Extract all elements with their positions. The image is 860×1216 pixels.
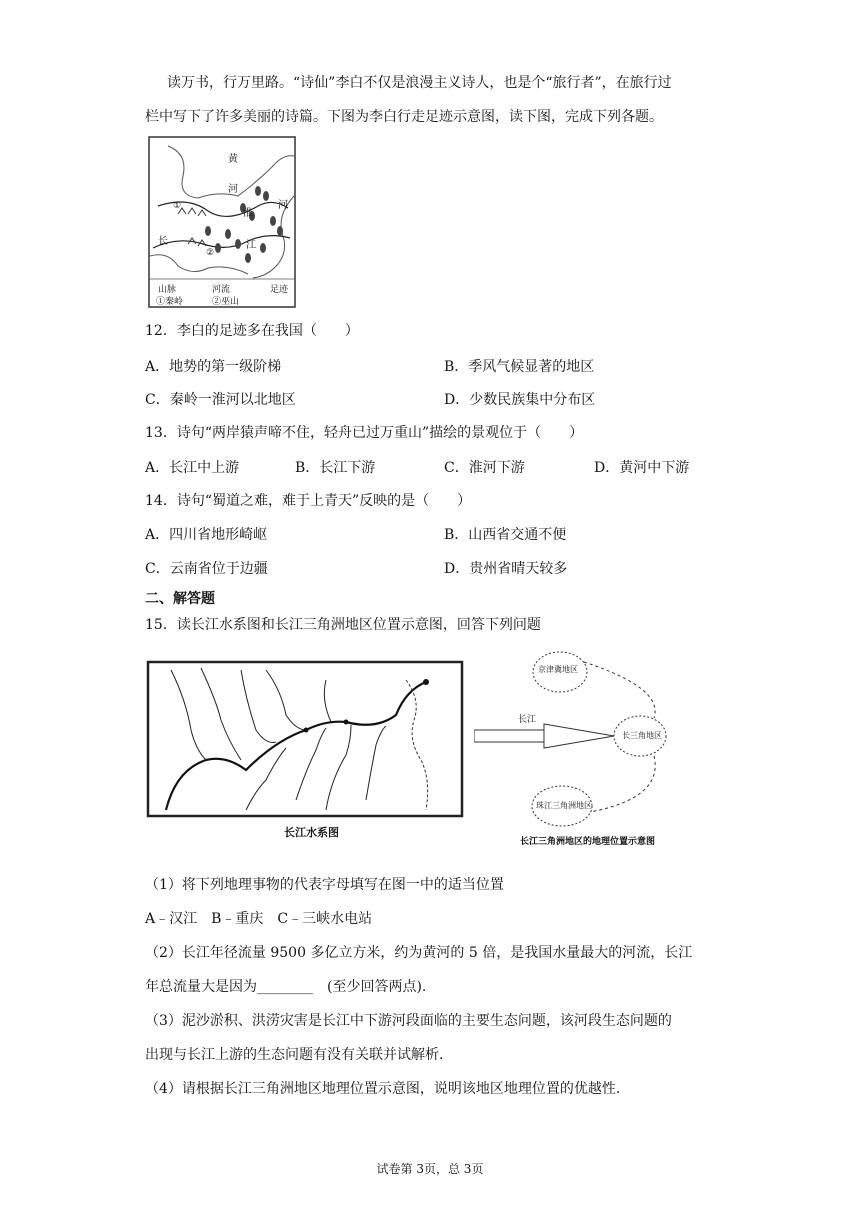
q14-option-b[interactable]: B．山西省交通不便 — [444, 527, 567, 543]
fig2-caption: 长江三角洲地区的地理位置示意图 — [520, 837, 656, 847]
map-label-2: ② — [206, 248, 215, 258]
q12-option-d[interactable]: D．少数民族集中分布区 — [444, 392, 596, 408]
q12-option-a[interactable]: A．地势的第一级阶梯 — [145, 359, 282, 375]
map-label-he: 河 — [228, 184, 238, 195]
q15-stem: 15．读长江水系图和长江三角洲地区位置示意图，回答下列问题 — [145, 617, 541, 633]
q14-option-d[interactable]: D．贵州省晴天较多 — [444, 561, 568, 577]
map-label-1: ① — [173, 201, 182, 211]
fig2-label-arrow: 长江 — [518, 715, 537, 725]
yangtze-delta-location-diagram — [474, 648, 684, 848]
map-label-he2: 河 — [278, 200, 288, 211]
li-bai-footprint-map — [148, 136, 296, 308]
q12-stem: 12．李白的足迹多在我国（ ） — [145, 323, 359, 339]
section-heading: 二、解答题 — [145, 591, 215, 607]
legend-m2: ②巫山 — [212, 297, 240, 307]
q14-stem: 14．诗句“蜀道之难，难于上青天”反映的是（ ） — [145, 493, 472, 509]
q13-option-a[interactable]: A．长江中上游 — [145, 460, 240, 476]
intro-line-1: 读万书，行万里路。“诗仙”李白不仅是浪漫主义诗人，也是个“旅行者”，在旅行过 — [167, 75, 672, 91]
fig2-label-center: 长三角地区 — [622, 731, 662, 740]
q12-option-b[interactable]: B．季风气候显著的地区 — [444, 359, 595, 375]
q15-part1-items: A﹣汉江 B﹣重庆 C﹣三峡水电站 — [145, 911, 373, 927]
q13-option-d[interactable]: D．黄河中下游 — [594, 460, 690, 476]
fig2-label-top: 京津冀地区 — [538, 665, 578, 674]
yangtze-river-system-map — [146, 660, 466, 840]
map-label-huang: 黄 — [228, 154, 238, 165]
legend-m1: ①秦岭 — [156, 297, 184, 307]
page-footer: 试卷第 3页，总 3页 — [376, 1162, 484, 1176]
q15-part2-line1: （2）长江年径流量 9500 多亿立方米，约为黄河的 5 倍，是我国水量最大的河流，长江 — [145, 945, 693, 961]
legend-river: 河流 — [212, 285, 231, 295]
fig2-label-bottom: 珠江三角洲地区 — [536, 801, 592, 810]
q13-option-c[interactable]: C．淮河下游 — [444, 460, 525, 476]
map-label-chang: 长 — [158, 236, 168, 247]
map-label-huai: 淮 — [243, 208, 253, 219]
q15-part3-line2: 出现与长江上游的生态问题有没有关联并试解析. — [145, 1047, 444, 1063]
q15-part4: （4）请根据长江三角洲地区地理位置示意图，说明该地区地理位置的优越性. — [145, 1081, 621, 1097]
legend-mountain: 山脉 — [158, 285, 177, 295]
intro-line-2: 栏中写下了许多美丽的诗篇。下图为李白行走足迹示意图，读下图，完成下列各题。 — [145, 109, 663, 125]
q15-part2-line2: 年总流量大是因为________ (至少回答两点). — [145, 979, 427, 995]
q15-part1: （1）将下列地理事物的代表字母填写在图一中的适当位置 — [145, 877, 504, 893]
q14-option-c[interactable]: C．云南省位于边疆 — [145, 561, 268, 577]
map-label-jiang: 江 — [246, 240, 256, 251]
q13-option-b[interactable]: B．长江下游 — [295, 460, 376, 476]
fig1-caption: 长江水系图 — [284, 826, 339, 839]
q12-option-c[interactable]: C．秦岭一淮河以北地区 — [145, 392, 296, 408]
q14-option-a[interactable]: A．四川省地形崎岖 — [145, 527, 268, 543]
legend-footprint: 足迹 — [270, 285, 289, 295]
q13-stem: 13．诗句“两岸猿声啼不住，轻舟已过万重山”描绘的景观位于（ ） — [145, 425, 584, 441]
q15-part3-line1: （3）泥沙淤积、洪涝灾害是长江中下游河段面临的主要生态问题，该河段生态问题的 — [145, 1013, 672, 1029]
